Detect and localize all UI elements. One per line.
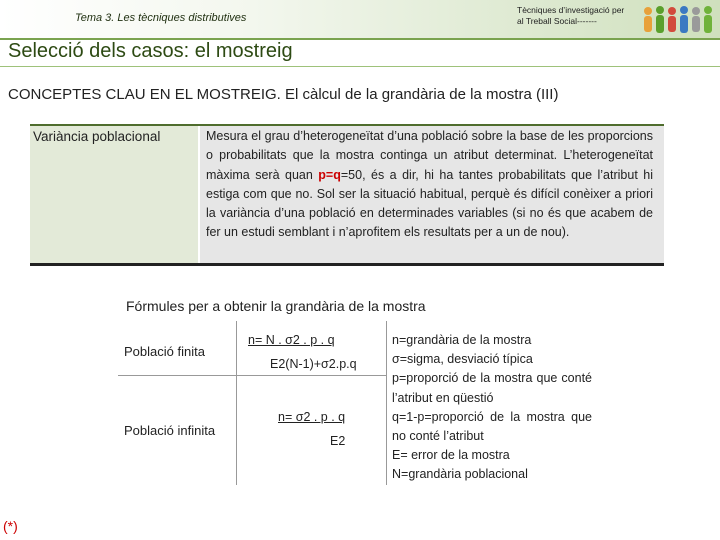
people-group-icon: [640, 2, 720, 36]
legend-N: N=grandària poblacional: [392, 467, 528, 482]
legend-q: q=1-p=proporció de la mostra que no conté l’atribut: [392, 409, 592, 444]
legend-E: E= error de la mostra: [392, 448, 510, 463]
header-course-line1: Tècniques d’investigació per: [517, 5, 625, 15]
header-topic: Tema 3. Les tècniques distributives: [75, 12, 247, 24]
definition-text-2: =50, és a dir, hi ha tantes probabilitats que l’atribut hi estiga com que no. Sol ser la situació habitual, perquè és difícil conèixer a priori la variància d’una població en determinades variables (si no és que acabem de fer un estudi semblant i n’aprofitem els resultats per a un de nou).: [206, 167, 653, 240]
infinite-formula-denominator: E2: [330, 434, 346, 448]
concept-definition: [206, 127, 653, 243]
table-bottom-border: [30, 263, 664, 266]
concept-term: Variància poblacional: [33, 129, 161, 144]
formulas-divider-left: [236, 321, 237, 485]
infinite-population-label: Població infinita: [124, 423, 216, 438]
page-subtitle: CONCEPTES CLAU EN EL MOSTREIG. El càlcul de la grandària de la mostra (III): [8, 86, 559, 103]
footnote-marker: (*): [3, 518, 18, 534]
formula-legend: [392, 331, 592, 485]
formulas-row-divider: [118, 375, 386, 376]
concept-term-cell: [30, 126, 198, 263]
finite-formula-denominator: E2(N-1)+σ2.p.q: [270, 357, 357, 371]
definition-text-1: Mesura el grau d’heterogeneïtat d’una població sobre la base de les proporcions o probabilitats que la mostra continga un atribut determinat. L’heterogeneïtat màxima serà quan: [206, 129, 653, 182]
legend-p: p=proporció de la mostra que conté l’atribut en qüestió: [392, 371, 592, 405]
formulas-title: Fórmules per a obtenir la grandària de la mostra: [126, 298, 426, 314]
finite-population-label: Població finita: [124, 344, 205, 359]
infinite-formula-numerator: n= σ2 . p . q: [278, 410, 346, 424]
header-course: [517, 5, 635, 27]
legend-n: n=grandària de la mostra: [392, 333, 532, 347]
finite-formula-numerator: n= N . σ2 . p . q: [248, 333, 335, 347]
page-title: Selecció dels casos: el mostreig: [8, 40, 293, 62]
header-course-line2: al Treball Social-------: [517, 16, 597, 26]
formulas-divider-right: [386, 321, 387, 485]
legend-sigma: σ=sigma, desviació típica: [392, 352, 533, 367]
p-equals-q: p=q: [318, 167, 341, 182]
